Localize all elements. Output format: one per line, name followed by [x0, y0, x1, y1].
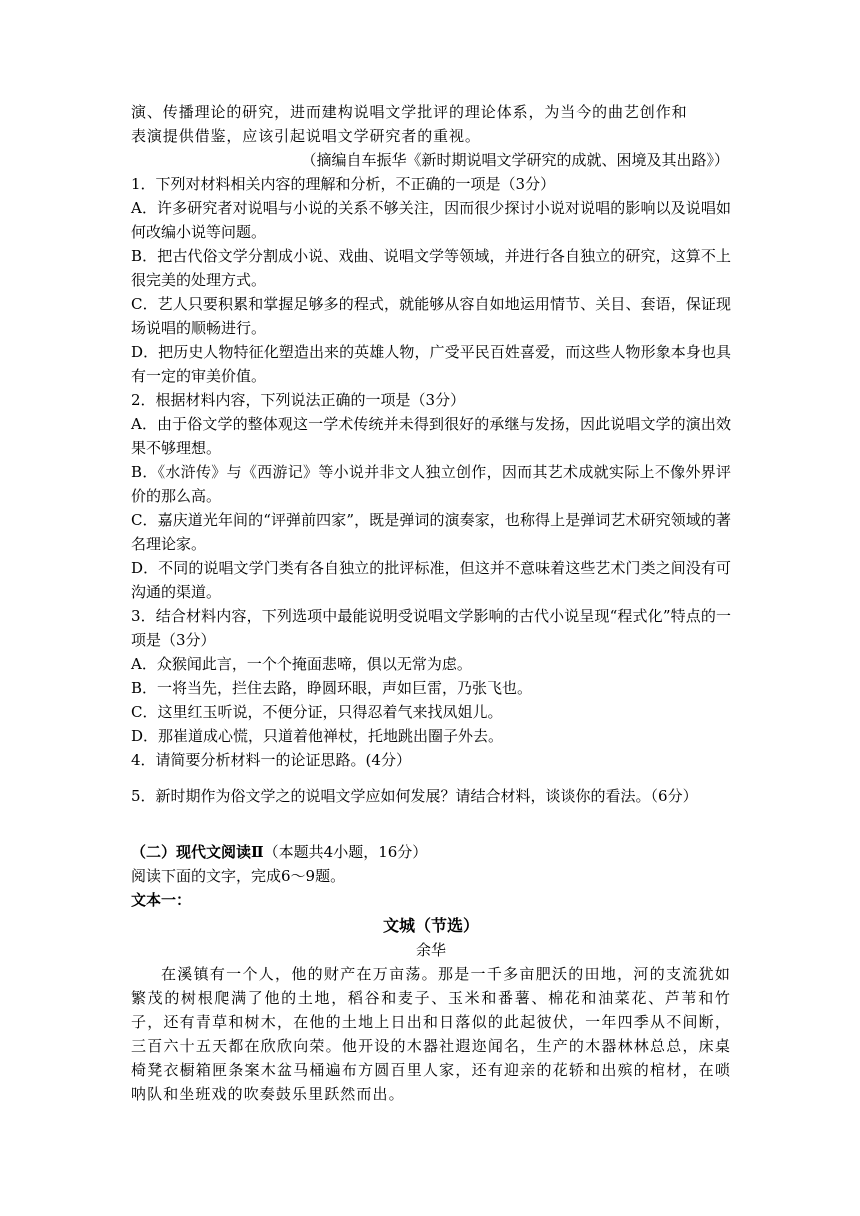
option-c: C．嘉庆道光年间的“评弹前四家”，既是弹词的演奏家，也称得上是弹词艺术研究领域的著名理论家。	[131, 511, 731, 553]
question-3	[131, 604, 731, 748]
option-a: A．众猴闻此言，一个个掩面悲啼，俱以无常为虑。	[131, 655, 472, 673]
question-4: 4．请简要分析材料一的论证思路。(4分）	[131, 751, 411, 769]
option-d: D．把历史人物特征化塑造出来的英雄人物，广受平民百姓喜爱，而这些人物形象本身也具有一定的审美价值。	[131, 343, 731, 385]
option-a: A．许多研究者对说唱与小说的关系不够关注，因而很少探讨小说对说唱的影响以及说唱如何改编小说等问题。	[131, 199, 731, 241]
passage-author: 余华	[415, 941, 446, 959]
option-a: A．由于俗文学的整体观这一学术传统并未得到很好的承继与发扬，因此说唱文学的演出效果不够理想。	[131, 415, 731, 457]
question-2	[131, 388, 731, 604]
option-b: B．把古代俗文学分割成小说、戏曲、说唱文学等领域，并进行各自独立的研究，这算不上很完美的处理方式。	[131, 247, 731, 289]
question-5: 5．新时期作为俗文学之的说唱文学应如何发展？请结合材料，谈谈你的看法。（6分）	[131, 787, 698, 805]
passage-title: 文城（节选）	[382, 916, 479, 935]
passage-paragraph: 在溪镇有一个人，他的财产在万亩荡。那是一千多亩肥沃的田地，河的支流犹如繁茂的树根爬满了他的土地，稻谷和麦子、玉米和番薯、棉花和油菜花、芦苇和竹子，还有青草和树木，在他的土地上日出和日落似的此起彼伏，一年四季从不间断，三百六十五天都在欣欣向荣。他开设的木器社遐迩闻名，生产的木器林林总总，床桌椅凳衣橱箱匣条案木盆马桶遍布方圆百里人家，还有迎亲的花轿和出殡的棺材，在唢呐队和坐班戏的吹奏鼓乐里跃然而出。	[131, 965, 731, 1103]
question-stem: 3．结合材料内容，下列选项中最能说明受说唱文学影响的古代小说呈现“程式化”特点的一项是（3分）	[131, 607, 731, 649]
option-b: B．《水浒传》与《西游记》等小说并非文人独立创作，因而其艺术成就实际上不像外界评价的那么高。	[131, 463, 731, 505]
option-b: B．一将当先，拦住去路，睁圆环眼，声如巨雷，乃张飞也。	[131, 679, 533, 697]
intro-line-2: 表演提供借鉴，应该引起说唱文学研究者的重视。	[131, 127, 481, 145]
option-c: C．这里红玉听说，不便分证，只得忍着气来找凤姐儿。	[131, 703, 503, 721]
option-d: D．不同的说唱文学门类有各自独立的批评标准，但这并不意味着这些艺术门类之间没有可沟通的渠道。	[131, 559, 731, 601]
section-2	[131, 840, 731, 1106]
source-citation: （摘编自车振华《新时期说唱文学研究的成就、困境及其出路》）	[301, 151, 729, 169]
section-heading-info: （本题共4小题，16分）	[263, 843, 428, 861]
intro-line-1: 演、传播理论的研究，进而建构说唱文学批评的理论体系，为当今的曲艺创作和	[131, 103, 688, 121]
section-heading	[131, 840, 731, 864]
option-c: C．艺人只要积累和掌握足够多的程式，就能够从容自如地运用情节、关目、套语，保证现场说唱的顺畅进行。	[131, 295, 731, 337]
question-1	[131, 172, 731, 388]
reading-instruction: 阅读下面的文字，完成6～9题。	[131, 867, 346, 885]
question-stem: 2．根据材料内容，下列说法正确的一项是（3分）	[131, 391, 466, 409]
document-page	[131, 100, 731, 1106]
option-d: D．那崔道成心慌，只道着他禅杖，托地跳出圈子外去。	[131, 727, 504, 745]
text-label: 文本一：	[131, 891, 192, 909]
question-stem: 1．下列对材料相关内容的理解和分析，不正确的一项是（3分）	[131, 175, 556, 193]
section-heading-title: （二）现代文阅读Ⅱ	[131, 843, 264, 861]
